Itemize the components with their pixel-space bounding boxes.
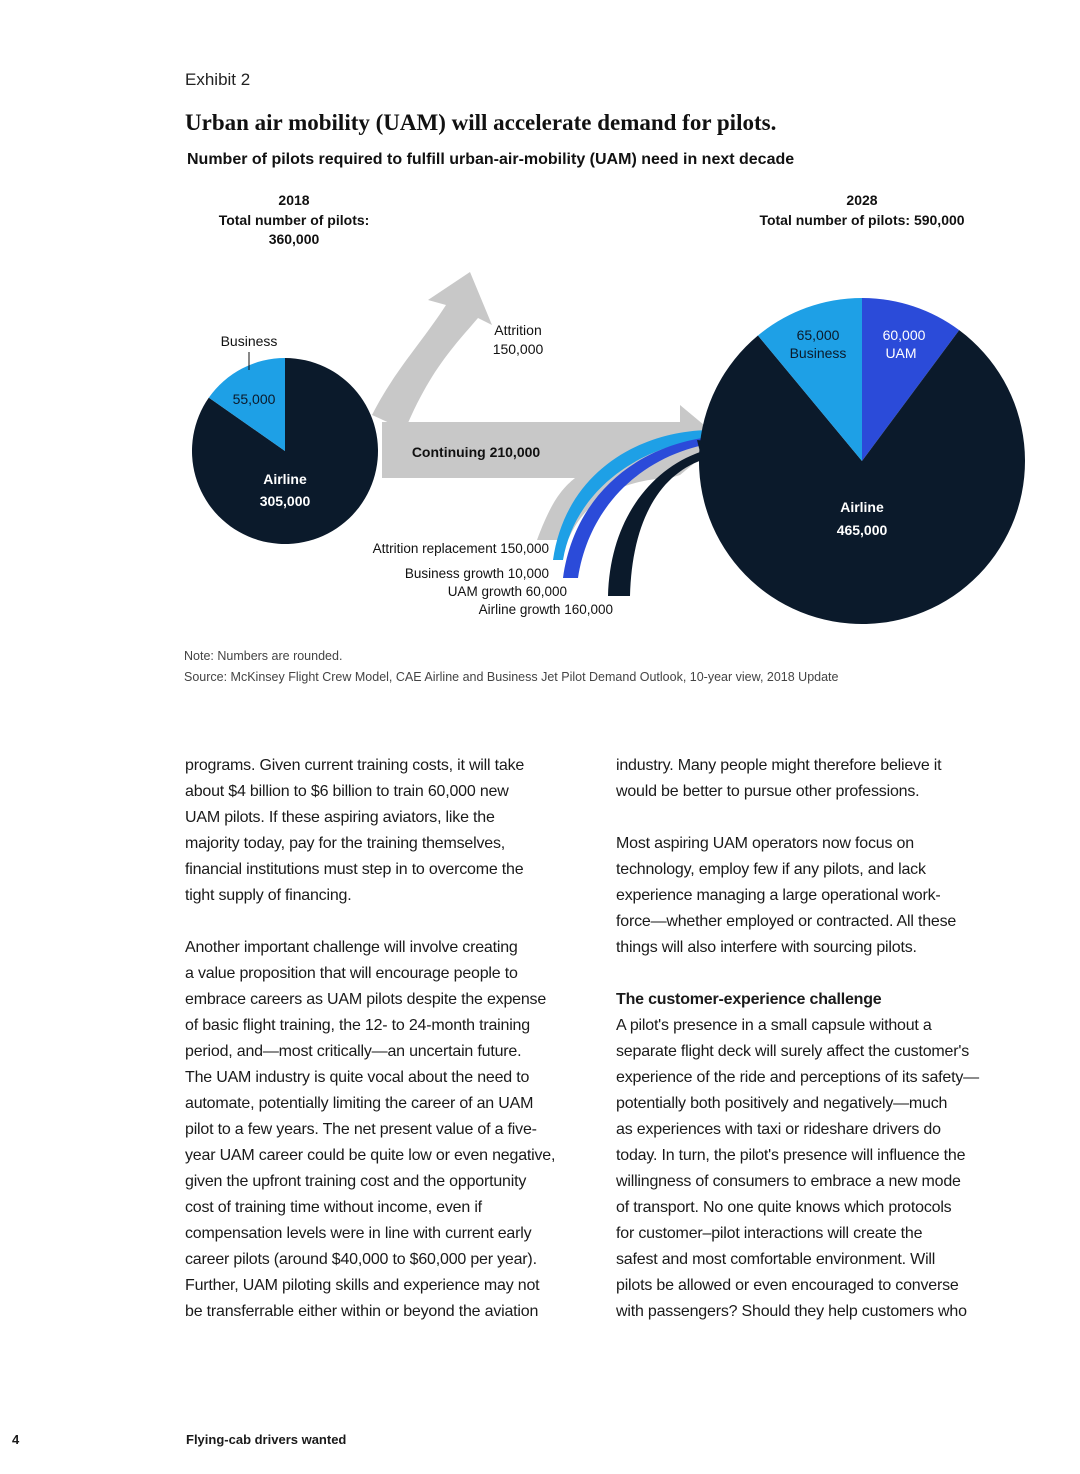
section-heading: The customer-experience challenge — [616, 991, 882, 1008]
body-column-right — [616, 753, 979, 1325]
body-column-left — [185, 753, 555, 1325]
body-line: tight supply of financing. — [185, 887, 352, 904]
pie-2028 — [699, 298, 1025, 624]
body-line: a value proposition that will encourage people to — [185, 965, 518, 982]
body-line: separate flight deck will surely affect the customer's — [616, 1043, 970, 1060]
page-number: 4 — [12, 1432, 20, 1447]
body-line: experience of the ride and perceptions of its safety— — [616, 1069, 979, 1086]
body-line: today. In turn, the pilot's presence will influence the — [616, 1147, 966, 1164]
attrition-replacement-label: Attrition replacement 150,000 — [372, 541, 549, 556]
body-line: as experiences with taxi or rideshare drivers do — [616, 1121, 941, 1138]
body-line: potentially both positively and negatively—much — [616, 1095, 948, 1112]
pilot-demand-chart — [0, 0, 1080, 640]
body-line: for customer–pilot interactions will create the — [616, 1225, 923, 1242]
uam-growth-label: UAM growth 60,000 — [447, 584, 567, 599]
pie-2028-airline-value: 465,000 — [836, 522, 888, 538]
chart-note: Note: Numbers are rounded. — [184, 649, 343, 663]
body-line: Further, UAM piloting skills and experience may not — [185, 1277, 540, 1294]
pie-2028-airline-name: Airline — [840, 499, 884, 515]
chart-subtitle: Number of pilots required to fulfill urban-air-mobility (UAM) need in next decade — [187, 151, 795, 168]
body-line: embrace careers as UAM pilots despite the expense — [185, 991, 547, 1008]
body-line: things will also interfere with sourcing pilots. — [616, 939, 917, 956]
body-line: A pilot's presence in a small capsule without a — [616, 1017, 932, 1034]
body-line: career pilots (around $40,000 to $60,000 per year). — [185, 1251, 537, 1268]
body-line: of transport. No one quite knows which protocols — [616, 1199, 952, 1216]
pie-2018-total-value: 360,000 — [268, 231, 320, 247]
pie-2028-business-name: Business — [789, 345, 847, 361]
attrition-flow-value: 150,000 — [492, 341, 544, 357]
body-line: would be better to pursue other professions. — [616, 783, 920, 800]
body-line: of basic flight training, the 12- to 24-month training — [185, 1017, 530, 1034]
body-line: automate, potentially limiting the career of an UAM — [185, 1095, 534, 1112]
body-line: willingness of consumers to embrace a new mode — [616, 1173, 961, 1190]
pie-2018-business-name: Business — [220, 333, 278, 349]
pie-2018-airline-value: 305,000 — [259, 493, 311, 509]
pie-2018-airline-name: Airline — [263, 471, 307, 487]
footer-title: Flying-cab drivers wanted — [186, 1432, 347, 1447]
body-line: industry. Many people might therefore believe it — [616, 757, 942, 774]
body-line: given the upfront training cost and the opportunity — [185, 1173, 527, 1190]
body-line: period, and—most critically—an uncertain future. — [185, 1043, 522, 1060]
body-line: financial institutions must step in to overcome the — [185, 861, 524, 878]
body-line: force—whether employed or contracted. All these — [616, 913, 957, 930]
pie-2018 — [192, 358, 378, 544]
chart-source: Source: McKinsey Flight Crew Model, CAE Airline and Business Jet Pilot Demand Outlook, 10-year view, 2018 Update — [184, 670, 839, 684]
body-line: majority today, pay for the training themselves, — [185, 835, 506, 852]
page-title: Urban air mobility (UAM) will accelerate demand for pilots. — [185, 110, 777, 135]
business-growth-label: Business growth 10,000 — [404, 566, 549, 581]
body-line: about $4 billion to $6 billion to train 60,000 new — [185, 783, 509, 800]
pie-2028-business-value: 65,000 — [796, 327, 840, 343]
pie-2018-total-label: Total number of pilots: — [218, 212, 370, 228]
pie-2028-total-label: Total number of pilots: 590,000 — [759, 212, 965, 228]
body-line: pilot to a few years. The net present value of a five- — [185, 1121, 537, 1138]
body-line: year UAM career could be quite low or even negative, — [185, 1147, 556, 1164]
pie-2018-year: 2018 — [278, 192, 310, 208]
body-line: technology, employ few if any pilots, and lack — [616, 861, 926, 878]
body-line: UAM pilots. If these aspiring aviators, like the — [185, 809, 495, 826]
attrition-flow-arrow — [372, 272, 492, 430]
body-line: compensation levels were in line with current early — [185, 1225, 532, 1242]
pie-2018-business-value: 55,000 — [232, 391, 276, 407]
pie-2028-uam-value: 60,000 — [882, 327, 926, 343]
paragraph-gap — [185, 909, 555, 935]
body-line: programs. Given current training costs, it will take — [185, 757, 525, 774]
body-line: be transferrable either within or beyond the aviation — [185, 1303, 539, 1320]
attrition-flow-name: Attrition — [494, 322, 542, 338]
body-line: Most aspiring UAM operators now focus on — [616, 835, 914, 852]
body-line: The UAM industry is quite vocal about the need to — [185, 1069, 530, 1086]
paragraph-gap — [616, 805, 979, 831]
pie-2028-uam-name: UAM — [885, 345, 917, 361]
paragraph-gap — [616, 961, 979, 987]
continuing-flow-label: Continuing 210,000 — [411, 444, 541, 460]
airline-growth-label: Airline growth 160,000 — [478, 602, 613, 617]
pie-2028-year: 2028 — [846, 192, 878, 208]
body-line: Another important challenge will involve creating — [185, 939, 518, 956]
body-line: safest and most comfortable environment. Will — [616, 1251, 936, 1268]
body-line: pilots be allowed or even encouraged to converse — [616, 1277, 959, 1294]
body-line: experience managing a large operational work- — [616, 887, 941, 904]
body-line: cost of training time without income, even if — [185, 1199, 482, 1216]
exhibit-label: Exhibit 2 — [185, 70, 251, 89]
body-line: with passengers? Should they help customers who — [616, 1303, 967, 1320]
